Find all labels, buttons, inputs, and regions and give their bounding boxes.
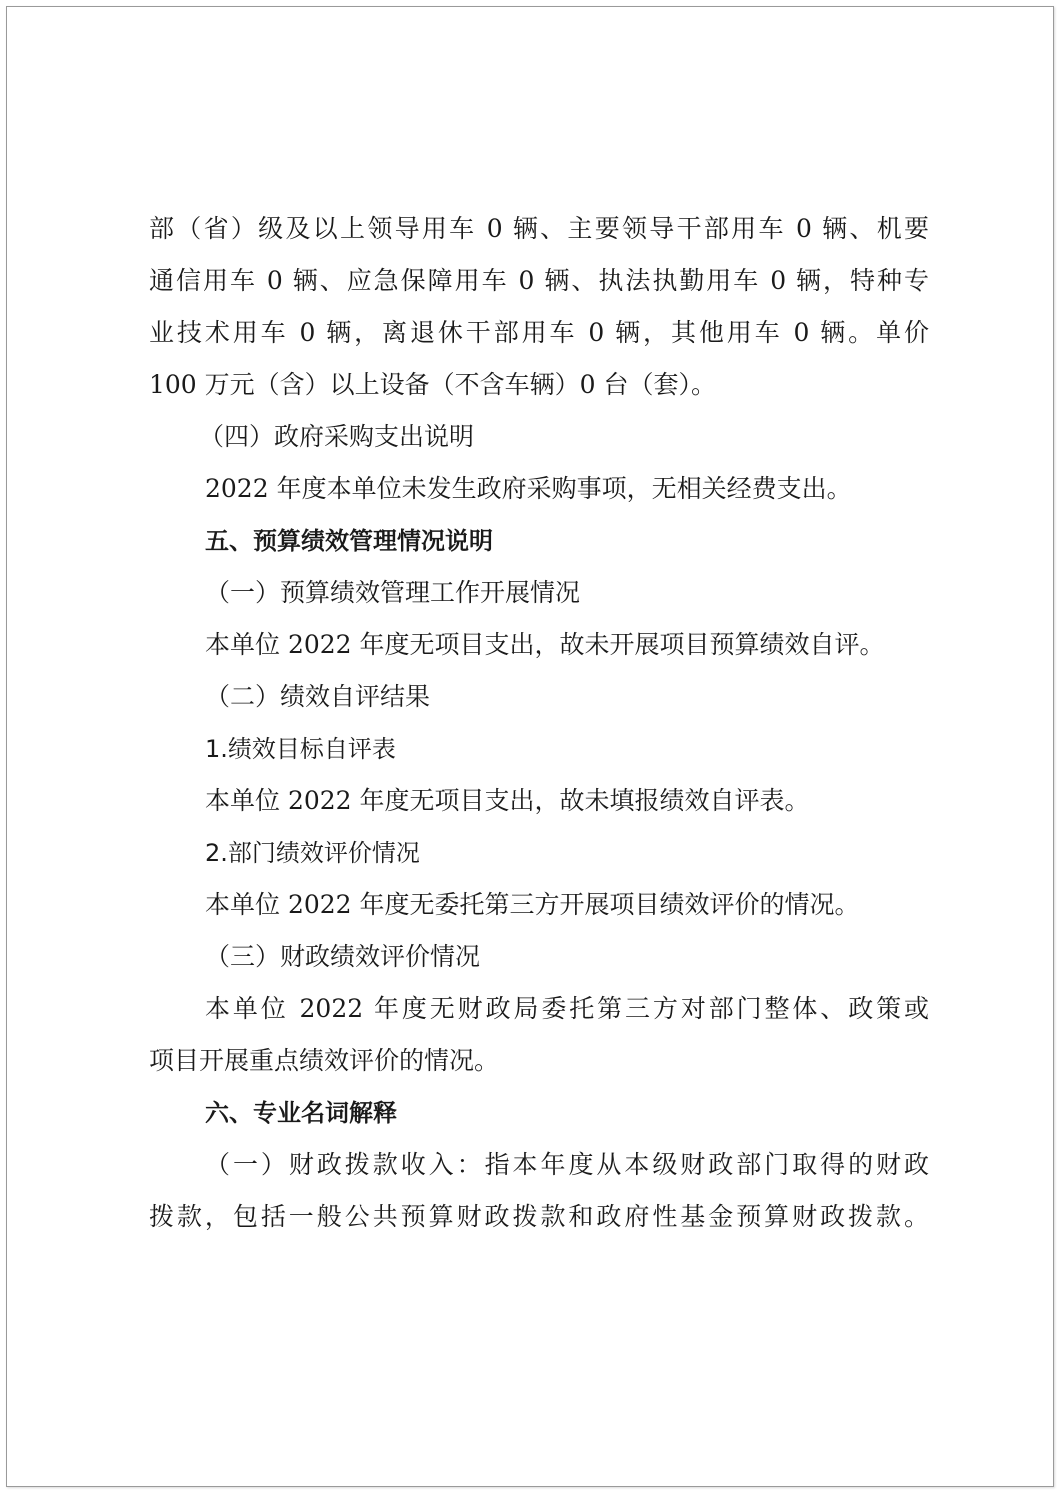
paragraph-line: 通信用车 0 辆、应急保障用车 0 辆、执法执勤用车 0 辆，特种专: [149, 266, 929, 295]
paragraph-line: （一）财政拨款收入：指本年度从本级财政部门取得的财政: [205, 1150, 929, 1179]
section-heading: 五、预算绩效管理情况说明: [205, 527, 493, 555]
document-page: [6, 6, 1054, 1487]
paragraph-line: 项目开展重点绩效评价的情况。: [149, 1046, 500, 1075]
subsection-heading: （三）财政绩效评价情况: [205, 942, 481, 971]
item-heading: 2.部门绩效评价情况: [205, 839, 420, 867]
paragraph-line: 本单位 2022 年度无项目支出，故未填报绩效自评表。: [205, 786, 810, 815]
paragraph-line: 100 万元（含）以上设备（不含车辆）0 台（套）。: [149, 370, 717, 399]
paragraph-line: 本单位 2022 年度无项目支出，故未开展项目预算绩效自评。: [205, 630, 885, 659]
section-heading: 六、专业名词解释: [205, 1099, 397, 1127]
paragraph-line: 业技术用车 0 辆，离退休干部用车 0 辆，其他用车 0 辆。单价: [149, 318, 929, 347]
subsection-heading: （一）预算绩效管理工作开展情况: [205, 578, 581, 607]
document-body: [149, 203, 929, 1243]
paragraph-line: 2022 年度本单位未发生政府采购事项，无相关经费支出。: [205, 474, 852, 503]
paragraph-line: 本单位 2022 年度无财政局委托第三方对部门整体、政策或: [205, 994, 929, 1023]
subsection-heading: （二）绩效自评结果: [205, 682, 431, 711]
subsection-heading: （四）政府采购支出说明: [199, 422, 475, 451]
paragraph-line: 本单位 2022 年度无委托第三方开展项目绩效评价的情况。: [205, 890, 860, 919]
paragraph-line: 部（省）级及以上领导用车 0 辆、主要领导干部用车 0 辆、机要: [149, 214, 929, 243]
item-heading: 1.绩效目标自评表: [205, 735, 396, 763]
paragraph-line: 拨款，包括一般公共预算财政拨款和政府性基金预算财政拨款。: [149, 1202, 929, 1231]
